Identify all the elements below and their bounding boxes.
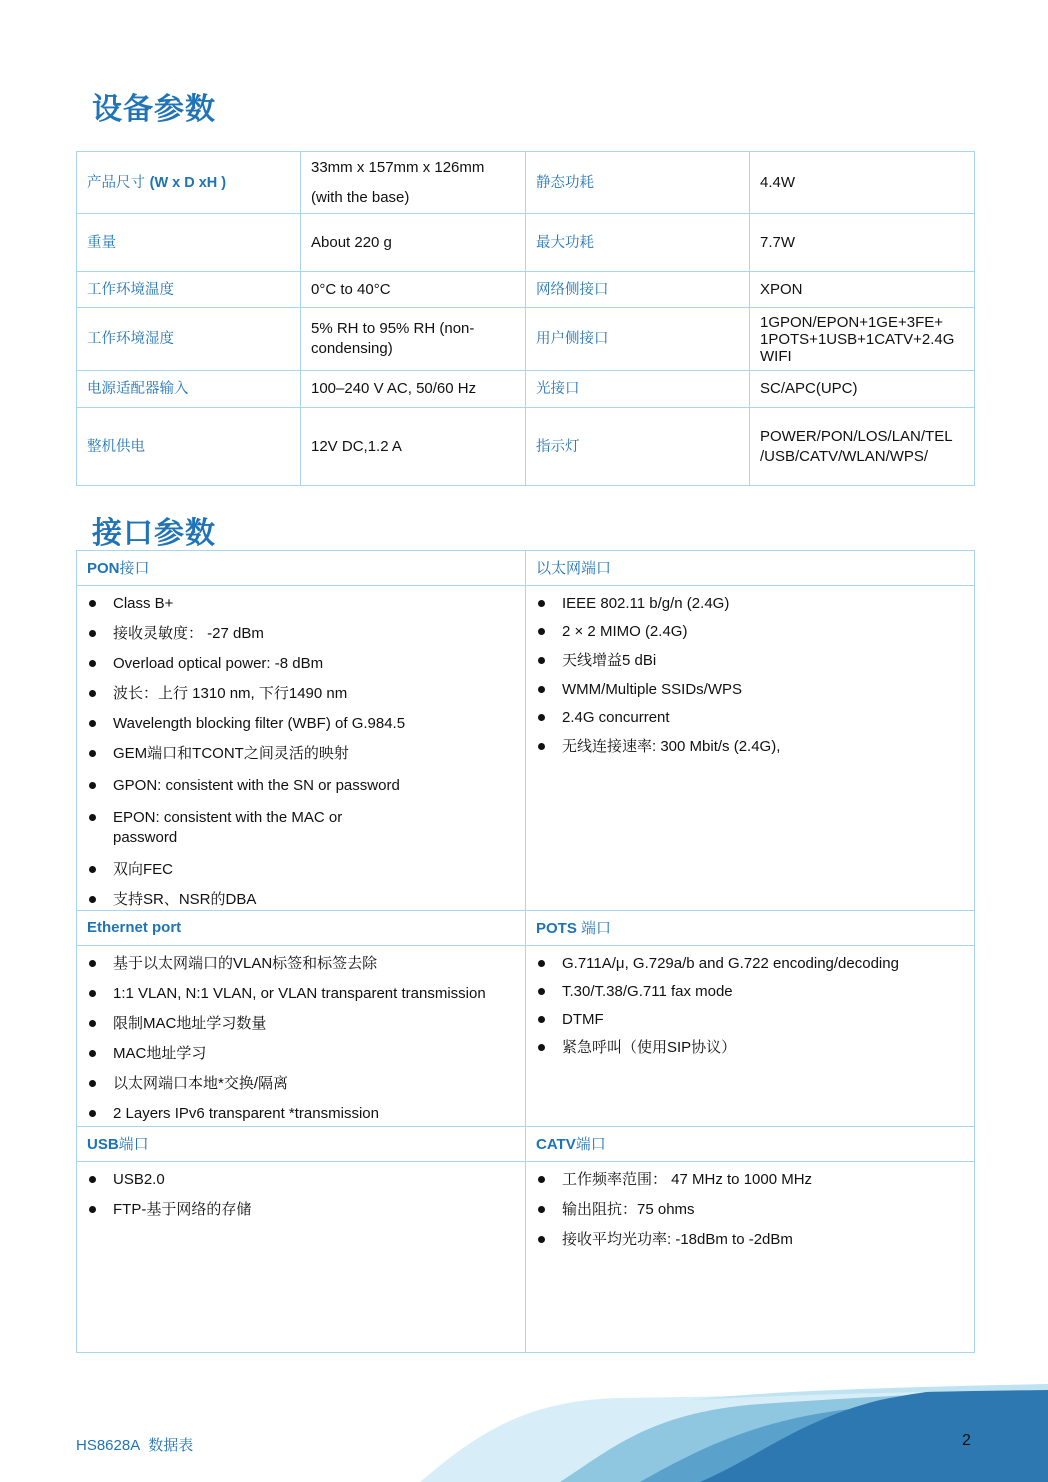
spec-key-label: 静态功耗 (536, 174, 594, 191)
interface-header-left (77, 551, 526, 586)
spec-value-cell (301, 272, 526, 308)
spec-key-cell (526, 272, 750, 308)
feature-list-item: 2.4G concurrent (536, 708, 964, 728)
spec-value-line: 5% RH to 95% RH (non- (311, 320, 475, 337)
feature-list-item: 1:1 VLAN, N:1 VLAN, or VLAN transparent transmission (87, 984, 515, 1004)
spec-value-line: (with the base) (311, 188, 410, 206)
interface-list-cell-right (526, 1162, 975, 1353)
spec-row (77, 214, 975, 272)
interface-header-en: CATV (536, 1135, 576, 1153)
feature-list-item: Overload optical power: -8 dBm (87, 654, 515, 674)
interface-header-cn: 端口 (575, 1134, 606, 1153)
interface-params-title: 接口参数 (92, 516, 216, 551)
feature-list (87, 954, 515, 1124)
spec-row (77, 308, 975, 371)
interface-header-right (526, 911, 975, 946)
spec-key-cell (77, 308, 301, 371)
spec-key-cell (526, 308, 750, 371)
feature-list-item: 接收平均光功率: -18dBm to -2dBm (536, 1230, 964, 1250)
feature-list-item: G.711A/μ, G.729a/b and G.722 encoding/decoding (536, 954, 964, 974)
spec-value-cell (301, 308, 526, 371)
feature-list-item: 输出阻抗：75 ohms (536, 1200, 964, 1220)
spec-key-cell (77, 272, 301, 308)
spec-row (77, 371, 975, 408)
spec-key-label: 产品尺寸 (87, 174, 145, 191)
interface-header-row (77, 911, 975, 946)
spec-key-cell (526, 152, 750, 214)
feature-list-item: 无线连接速率: 300 Mbit/s (2.4G), (536, 737, 964, 757)
spec-key-unit: (W x D xH ) (149, 174, 227, 191)
spec-value-cell (301, 408, 526, 486)
footer-doc-label (76, 1434, 193, 1455)
spec-key-label: 工作环境湿度 (87, 331, 174, 347)
interface-spec-table (76, 550, 975, 1353)
feature-list (536, 594, 964, 757)
interface-header-cn: 接口 (119, 558, 150, 577)
spec-key-cell (77, 408, 301, 486)
spec-value-line: 33mm x 157mm x 126mm (311, 158, 485, 176)
feature-list-item: 接收灵敏度： -27 dBm (87, 624, 515, 644)
feature-list-item: 天线增益5 dBi (536, 651, 964, 671)
spec-value-line: 1GPON/EPON+1GE+3FE+ (760, 313, 943, 331)
spec-value-line: XPON (760, 280, 803, 298)
interface-header-row (77, 1127, 975, 1162)
interface-header-right (526, 1127, 975, 1162)
interface-header-row (77, 551, 975, 586)
interface-list-cell-left (77, 586, 526, 911)
feature-list-item: Class B+ (87, 594, 515, 614)
spec-key-cell (526, 408, 750, 486)
spec-key-cell (77, 152, 301, 214)
feature-list-item: Wavelength blocking filter (WBF) of G.984.5 (87, 714, 515, 734)
spec-value-line: 7.7W (760, 233, 796, 251)
spec-key-label: 电源适配器输入 (87, 381, 189, 397)
feature-list-item: IEEE 802.11 b/g/n (2.4G) (536, 594, 964, 614)
interface-header-left (77, 911, 526, 946)
feature-list-item: EPON: consistent with the MAC or password (87, 808, 373, 848)
feature-list-item: 以太网端口本地*交换/隔离 (87, 1074, 515, 1094)
spec-value-cell (301, 214, 526, 272)
spec-value-cell (750, 408, 975, 486)
feature-list-item: 限制MAC地址学习数量 (87, 1014, 515, 1034)
spec-key-label: 用户侧接口 (536, 331, 609, 347)
interface-header-en: USB (87, 1135, 119, 1153)
interface-body-row (77, 946, 975, 1127)
feature-list-item: 紧急呼叫（使用SIP协议） (536, 1038, 964, 1058)
page-number: 2 (962, 1432, 971, 1449)
spec-value-line: 12V DC,1.2 A (311, 437, 402, 455)
interface-list-cell-right (526, 946, 975, 1127)
spec-key-label: 整机供电 (87, 438, 145, 455)
interface-header-cn: 端口 (118, 1134, 149, 1153)
feature-list-item: 基于以太网端口的VLAN标签和标签去除 (87, 954, 515, 974)
spec-value-line: 0°C to 40°C (311, 280, 391, 298)
feature-list (87, 1170, 515, 1220)
feature-list-item: GPON: consistent with the SN or password (87, 776, 515, 796)
spec-key-label: 工作环境温度 (87, 281, 174, 298)
spec-value-cell (750, 214, 975, 272)
spec-value-line: WIFI (760, 347, 792, 365)
spec-key-label: 最大功耗 (536, 234, 594, 251)
spec-value-line: condensing) (311, 340, 393, 357)
spec-row (77, 272, 975, 308)
spec-value-line: 4.4W (760, 173, 796, 191)
feature-list-item: USB2.0 (87, 1170, 515, 1190)
interface-header-en: PON (87, 559, 120, 577)
spec-key-cell (77, 214, 301, 272)
device-spec-table (76, 151, 975, 486)
interface-header-right (526, 551, 975, 586)
spec-key-cell (526, 214, 750, 272)
spec-value-line: /USB/CATV/WLAN/WPS/ (760, 447, 929, 465)
feature-list (536, 954, 964, 1058)
spec-key-cell (77, 371, 301, 408)
spec-key-cell (526, 371, 750, 408)
spec-value-cell (750, 308, 975, 371)
feature-list-item: 波长：上行 1310 nm, 下行1490 nm (87, 684, 515, 704)
feature-list-item: DTMF (536, 1010, 964, 1030)
spec-value-line: 1POTS+1USB+1CATV+2.4G (760, 330, 955, 348)
spec-key-label: 网络侧接口 (536, 281, 609, 298)
feature-list-item: 2 × 2 MIMO (2.4G) (536, 622, 964, 642)
feature-list-item: GEM端口和TCONT之间灵活的映射 (87, 744, 515, 764)
spec-value-cell (301, 371, 526, 408)
interface-body-row (77, 586, 975, 911)
interface-header-cn: 以太网端口 (536, 558, 612, 577)
interface-header-en: POTS (536, 919, 582, 937)
feature-list (87, 594, 515, 910)
spec-key-label: 光接口 (536, 381, 580, 397)
spec-row (77, 408, 975, 486)
feature-list-item: MAC地址学习 (87, 1044, 515, 1064)
interface-list-cell-right (526, 586, 975, 911)
feature-list-item: 2 Layers IPv6 transparent *transmission (87, 1104, 515, 1124)
footer-doc-type: 数据表 (148, 1436, 194, 1454)
feature-list (536, 1170, 964, 1250)
interface-list-cell-left (77, 946, 526, 1127)
feature-list-item: T.30/T.38/G.711 fax mode (536, 982, 964, 1002)
interface-body-row (77, 1162, 975, 1353)
spec-value-cell (301, 152, 526, 214)
spec-value-line: POWER/PON/LOS/LAN/TEL (760, 427, 953, 445)
spec-value-line: About 220 g (311, 233, 392, 251)
spec-value-cell (750, 272, 975, 308)
interface-header-left (77, 1127, 526, 1162)
spec-value-line: SC/APC(UPC) (760, 380, 858, 397)
spec-key-label: 重量 (87, 234, 116, 251)
feature-list-item: WMM/Multiple SSIDs/WPS (536, 680, 964, 700)
feature-list-item: 工作频率范围： 47 MHz to 1000 MHz (536, 1170, 964, 1190)
footer-model: HS8628A (76, 1437, 141, 1454)
feature-list-item: 支持SR、NSR的DBA (87, 890, 515, 910)
interface-header-en: Ethernet port (87, 919, 182, 936)
spec-value-cell (750, 371, 975, 408)
interface-header-cn: 端口 (581, 918, 612, 937)
device-params-title: 设备参数 (92, 92, 216, 127)
interface-list-cell-left (77, 1162, 526, 1353)
spec-key-label: 指示灯 (536, 438, 580, 455)
spec-value-line: 100–240 V AC, 50/60 Hz (311, 380, 477, 397)
spec-row (77, 152, 975, 214)
spec-value-cell (750, 152, 975, 214)
feature-list-item: 双向FEC (87, 860, 515, 880)
feature-list-item: FTP-基于网络的存储 (87, 1200, 515, 1220)
